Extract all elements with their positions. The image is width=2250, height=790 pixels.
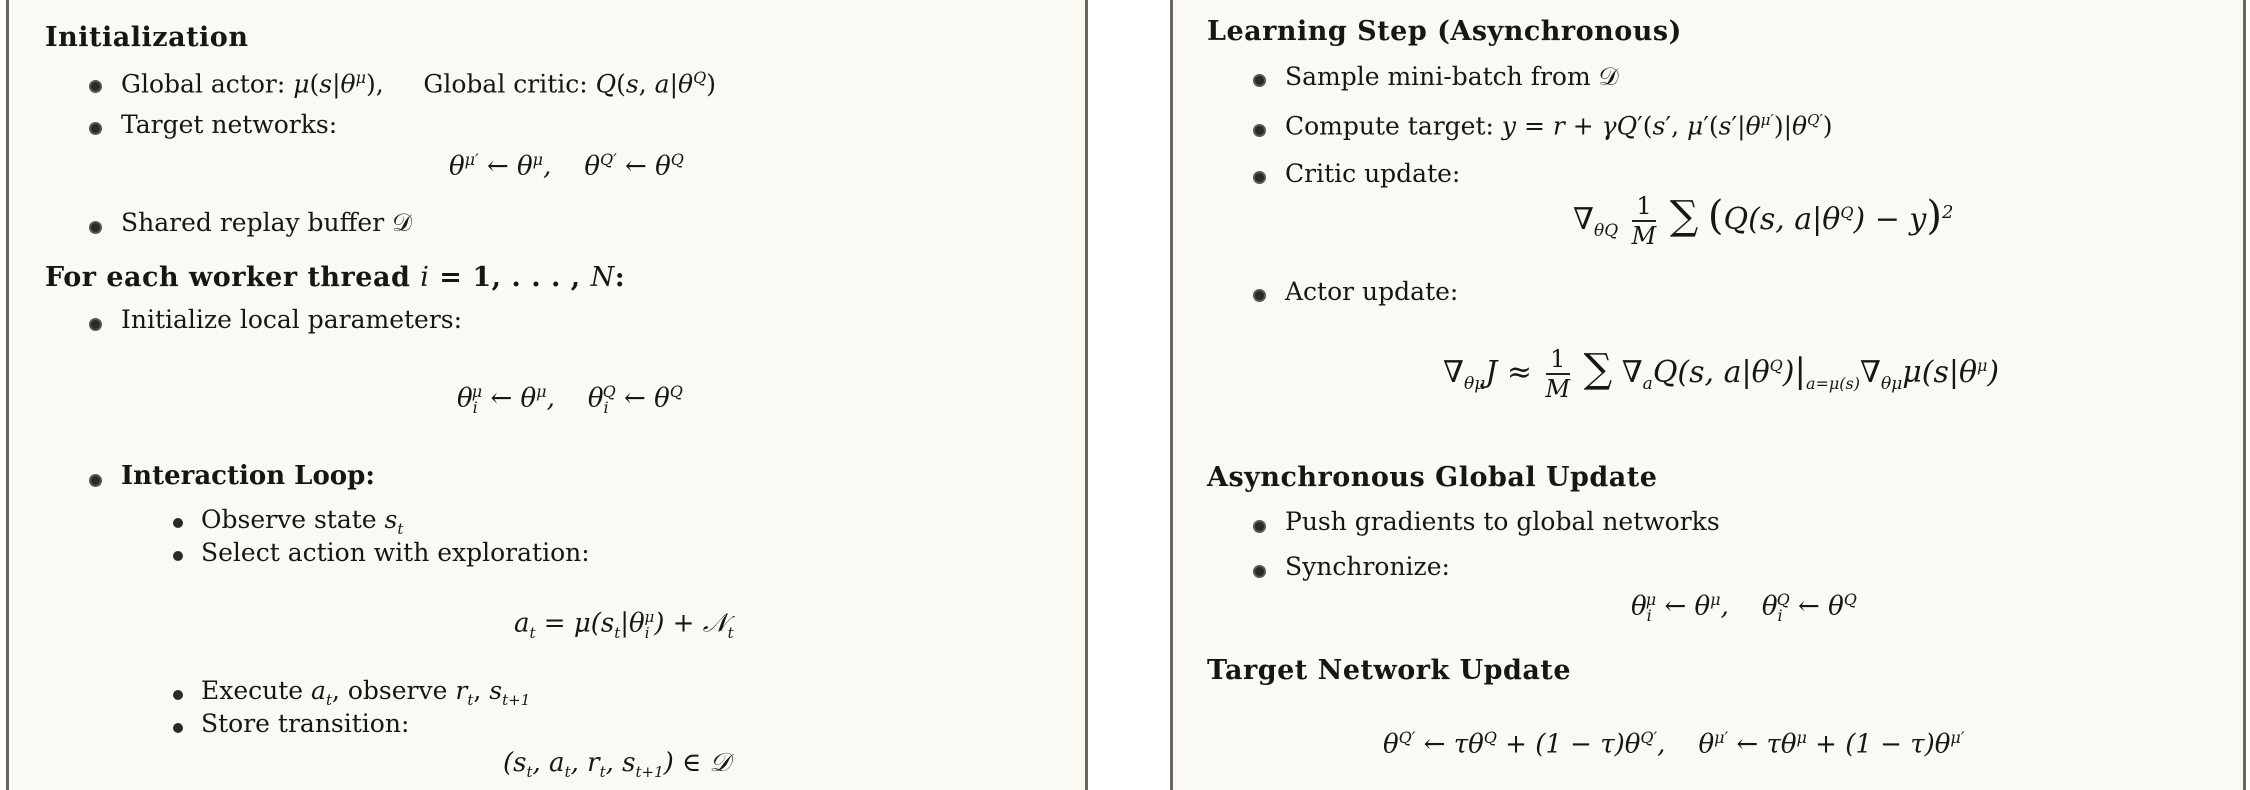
store-transition-item: Store transition:: [201, 709, 410, 738]
local-params-equation: $\theta_i^\mu$ ← $\theta^\mu$, $\theta_i^Q$ ← $\theta^Q$: [457, 382, 683, 417]
target-update-equation: $\theta^{Q'}$ ← $\tau\theta^Q + (1 - \tau)\theta^{Q'}$, $\theta^{\mu'}$ ← $\tau\theta^\mu + (1 - \tau)\theta^{\mu'}$: [1383, 728, 1965, 760]
bullet-icon: [1253, 289, 1266, 302]
initialize-local-item: Initialize local parameters:: [121, 305, 463, 334]
synchronize-item: Synchronize:: [1285, 552, 1450, 581]
observe-state-item: Observe state $s_t$: [201, 505, 404, 538]
sample-batch-item: Sample mini-batch from 𝒟: [1285, 62, 1619, 91]
bullet-icon: [1253, 124, 1266, 137]
bullet-icon: [89, 122, 102, 135]
critic-update-item: Critic update:: [1285, 159, 1461, 188]
critic-equation: $\nabla_{\theta Q}$ $\frac{1}{M}$ ∑ (Q(s, $a|\theta^Q) - y)^2$: [1573, 192, 1954, 250]
replay-buffer-item: Shared replay buffer 𝒟: [121, 208, 413, 237]
compute-target-item: Compute target: y = r + γQ′(s′, $\mu'(s'|\theta^{\mu'})|\theta^{Q'}$): [1285, 111, 1833, 141]
bullet-icon: [1253, 520, 1266, 533]
right-panel: [1170, 0, 2246, 790]
sync-equation: $\theta_i^\mu$ ← $\theta^\mu$, $\theta_i^Q$ ← $\theta^Q$: [1631, 590, 1857, 625]
global-networks-item: Global actor: $\mu(s|\theta^\mu)$, Global critic: Q(s, $a|\theta^Q$): [121, 68, 716, 99]
execute-item: Execute $a_t$, observe $r_t$, $s_{t+1}$: [201, 676, 531, 709]
select-action-item: Select action with exploration:: [201, 538, 590, 567]
learning-step-heading: Learning Step (Asynchronous): [1207, 16, 1682, 47]
worker-thread-heading: For each worker thread i = 1, . . . , N:: [45, 262, 626, 293]
store-equation: ($s_t$, $a_t$, $r_t$, $s_{t+1}$) ∈ 𝒟: [503, 748, 731, 782]
left-panel: [6, 0, 1088, 790]
bullet-icon: [89, 80, 102, 93]
target-networks-equation: $\theta^{\mu'}$ ← $\theta^\mu$, $\theta^{Q'}$ ← $\theta^Q$: [449, 150, 684, 182]
sub-bullet-icon: [173, 723, 183, 733]
bullet-icon: [89, 318, 102, 331]
async-update-heading: Asynchronous Global Update: [1207, 462, 1658, 493]
target-networks-item: Target networks:: [121, 110, 338, 139]
bullet-icon: [1253, 74, 1266, 87]
sub-bullet-icon: [173, 518, 183, 528]
actor-equation: $\nabla_{\theta\mu}J$ ≈ $\frac{1}{M}$ ∑ $\nabla_aQ(s$, $a|\theta^Q)|_{a=\mu(s)}\nabla_{\theta\mu}\mu(s|\theta^\mu)$: [1443, 345, 2000, 403]
initialization-heading: Initialization: [45, 22, 249, 53]
bullet-icon: [89, 474, 102, 487]
bullet-icon: [1253, 171, 1266, 184]
target-update-heading: Target Network Update: [1207, 655, 1572, 686]
action-equation: $a_t = \mu(s_t|\theta_i^\mu)$ + 𝒩$_t$: [514, 608, 734, 642]
bullet-icon: [89, 221, 102, 234]
bullet-icon: [1253, 565, 1266, 578]
push-gradients-item: Push gradients to global networks: [1285, 507, 1720, 536]
sub-bullet-icon: [173, 690, 183, 700]
actor-update-item: Actor update:: [1285, 277, 1459, 306]
interaction-loop-heading: Interaction Loop:: [121, 461, 375, 491]
sub-bullet-icon: [173, 551, 183, 561]
